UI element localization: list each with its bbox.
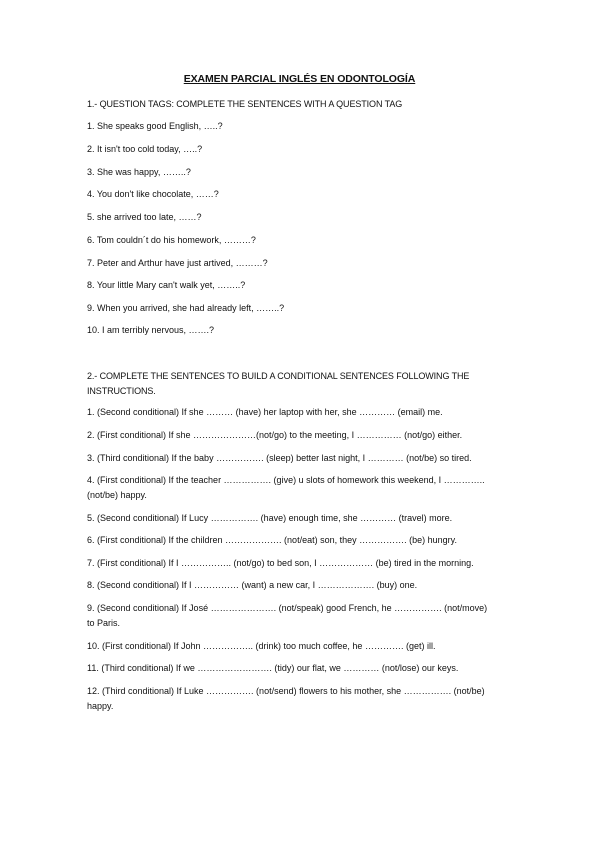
question-tag-item: 9. When you arrived, she had already left, ……..? <box>87 303 285 313</box>
conditional-item: 4. (First conditional) If the teacher ……………. (give) u slots of homework this weekend, I ………….. (not/be) happy. <box>87 475 485 500</box>
page-title: EXAMEN PARCIAL INGLÉS EN ODONTOLOGÍA <box>183 73 416 85</box>
conditional-item: 2. (First conditional) If she …………………(not/go) to the meeting, I …………… (not/go) either. <box>87 430 463 440</box>
question-tag-item: 4. You don't like chocolate, ……? <box>87 189 219 199</box>
question-tag-item: 7. Peter and Arthur have just artived, ………? <box>87 258 268 268</box>
conditional-item: 11. (Third conditional) If we ……………………. (tidy) our flat, we ………… (not/lose) our keys. <box>87 663 459 673</box>
section-2-heading: 2.- COMPLETE THE SENTENCES TO BUILD A CONDITIONAL SENTENCES FOLLOWING THE INSTRUCTIONS. <box>87 371 470 396</box>
conditional-item: 7. (First conditional) If I …………….. (not/go) to bed son, I ……………… (be) tired in the morning. <box>87 558 474 568</box>
conditional-item: 8. (Second conditional) If I …………… (want) a new car, I ………………. (buy) one. <box>87 580 418 590</box>
conditional-item: 1. (Second conditional) If she ……… (have) her laptop with her, she ………… (email) me. <box>87 407 443 417</box>
conditional-item: 6. (First conditional) If the children ………………. (not/eat) son, they ……………. (be) hungry. <box>87 535 457 545</box>
question-tag-item: 3. She was happy, ……..? <box>87 167 191 177</box>
conditional-item: 10. (First conditional) If John …………….. (drink) too much coffee, he …………. (get) ill. <box>87 641 436 651</box>
section-1-heading: 1.- QUESTION TAGS: COMPLETE THE SENTENCES WITH A QUESTION TAG <box>87 99 403 109</box>
question-tag-item: 10. I am terribly nervous, …….? <box>87 325 215 335</box>
question-tag-item: 2. It isn't too cold today, …..? <box>87 144 203 154</box>
question-tag-item: 8. Your little Mary can't walk yet, ……..? <box>87 280 246 290</box>
conditional-item: 3. (Third conditional) If the baby ……………. (sleep) better last night, I ………… (not/be) so tired. <box>87 453 472 463</box>
question-tag-item: 5. she arrived too late, ……? <box>87 212 202 222</box>
conditional-item: 12. (Third conditional) If Luke ……………. (not/send) flowers to his mother, she ……………. (not/be) happy. <box>87 686 485 711</box>
question-tag-item: 6. Tom couldn´t do his homework, ………? <box>87 235 256 245</box>
conditional-item: 5. (Second conditional) If Lucy ……………. (have) enough time, she ………… (travel) more. <box>87 513 453 523</box>
conditional-item: 9. (Second conditional) If José …………………. (not/speak) good French, he ……………. (not/move) to Paris. <box>87 603 488 628</box>
question-tag-item: 1. She speaks good English, …..? <box>87 121 223 131</box>
